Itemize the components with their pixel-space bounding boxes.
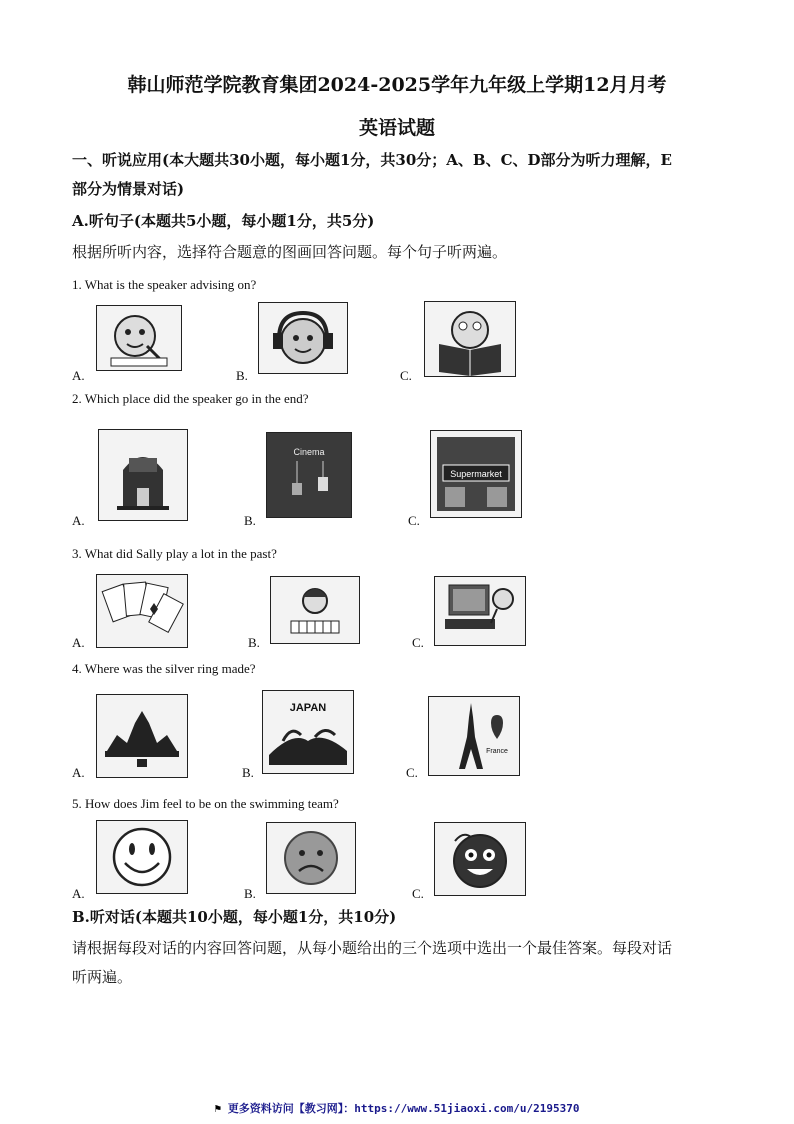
section1-text-cont: 部分为情景对话) (72, 180, 185, 198)
palace-icon (96, 694, 188, 778)
exam-subtitle: 英语试题 (358, 117, 435, 139)
partA-title: A.听句子(本题共5小题，每小题1分，共5分) (72, 212, 375, 230)
option-c-label: C. (408, 513, 420, 528)
question-3: 3. What did Sally play a lot in the past? (72, 546, 277, 561)
option-b-label: B. (248, 635, 260, 650)
computer-game-icon (434, 576, 526, 646)
happy-face-icon (96, 820, 188, 894)
partB-title: B.听对话(本题共10小题，每小题1分，共10分) (72, 908, 397, 926)
partB-instr-cont: 听两遍。 (72, 968, 133, 986)
japan-sign: JAPAN (289, 702, 327, 714)
option-b-label: B. (236, 368, 248, 383)
option-c-label: C. (406, 765, 418, 780)
reading-face-icon (424, 301, 516, 377)
cinema-sign: Cinema (293, 447, 325, 457)
building-icon (98, 429, 188, 521)
option-a-label: A. (72, 635, 85, 650)
japan-icon (262, 690, 354, 774)
question-1: 1. What is the speaker advising on? (72, 277, 257, 292)
supermarket-sign: Supermarket (450, 469, 502, 479)
option-b-label: B. (244, 886, 256, 901)
sad-face-icon (266, 822, 356, 894)
headphones-face-icon (258, 302, 348, 374)
supermarket-icon (430, 430, 522, 518)
excited-face-icon (434, 822, 526, 896)
option-c-label: C. (412, 886, 424, 901)
writing-face-icon (96, 305, 182, 371)
partB-instr-text: 请根据每段对话的内容回答问题，从每小题给出的三个选项中选出一个最佳答案。每段对话 (72, 939, 673, 957)
option-c-label: C. (400, 368, 412, 383)
footer-text[interactable]: 更多资料访问【教习网】：https://www.51jiaoxi.com/u/2195370 (227, 1102, 580, 1115)
option-a-label: A. (72, 886, 85, 901)
question-4: 4. Where was the silver ring made? (72, 661, 256, 676)
option-c-label: C. (412, 635, 424, 650)
section1-text: 一、听说应用(本大题共30小题，每小题1分，共30分；A、B、C、D部分为听力理解，E (72, 151, 672, 169)
option-b-label: B. (242, 765, 254, 780)
partA-instructions: 根据所听内容，选择符合题意的图画回答问题。每个句子听两遍。 (72, 243, 508, 261)
cards-icon (96, 574, 188, 648)
eiffel-tower-icon (428, 696, 520, 776)
option-a-label: A. (72, 765, 85, 780)
section1-heading (72, 146, 722, 204)
question-5: 5. How does Jim feel to be on the swimming team? (72, 796, 339, 811)
piano-girl-icon (270, 576, 360, 644)
footer-link[interactable] (0, 1100, 794, 1116)
flag-icon: ⚑ (214, 1102, 228, 1115)
exam-title: 韩山师范学院教育集团2024-2025学年九年级上学期12月月考 (127, 74, 667, 96)
cinema-icon (266, 432, 352, 518)
option-a-label: A. (72, 368, 85, 383)
option-a-label: A. (72, 513, 85, 528)
question-2: 2. Which place did the speaker go in the end? (72, 391, 309, 406)
option-b-label: B. (244, 513, 256, 528)
partB-instructions (72, 934, 722, 992)
france-sign: France (486, 748, 508, 755)
